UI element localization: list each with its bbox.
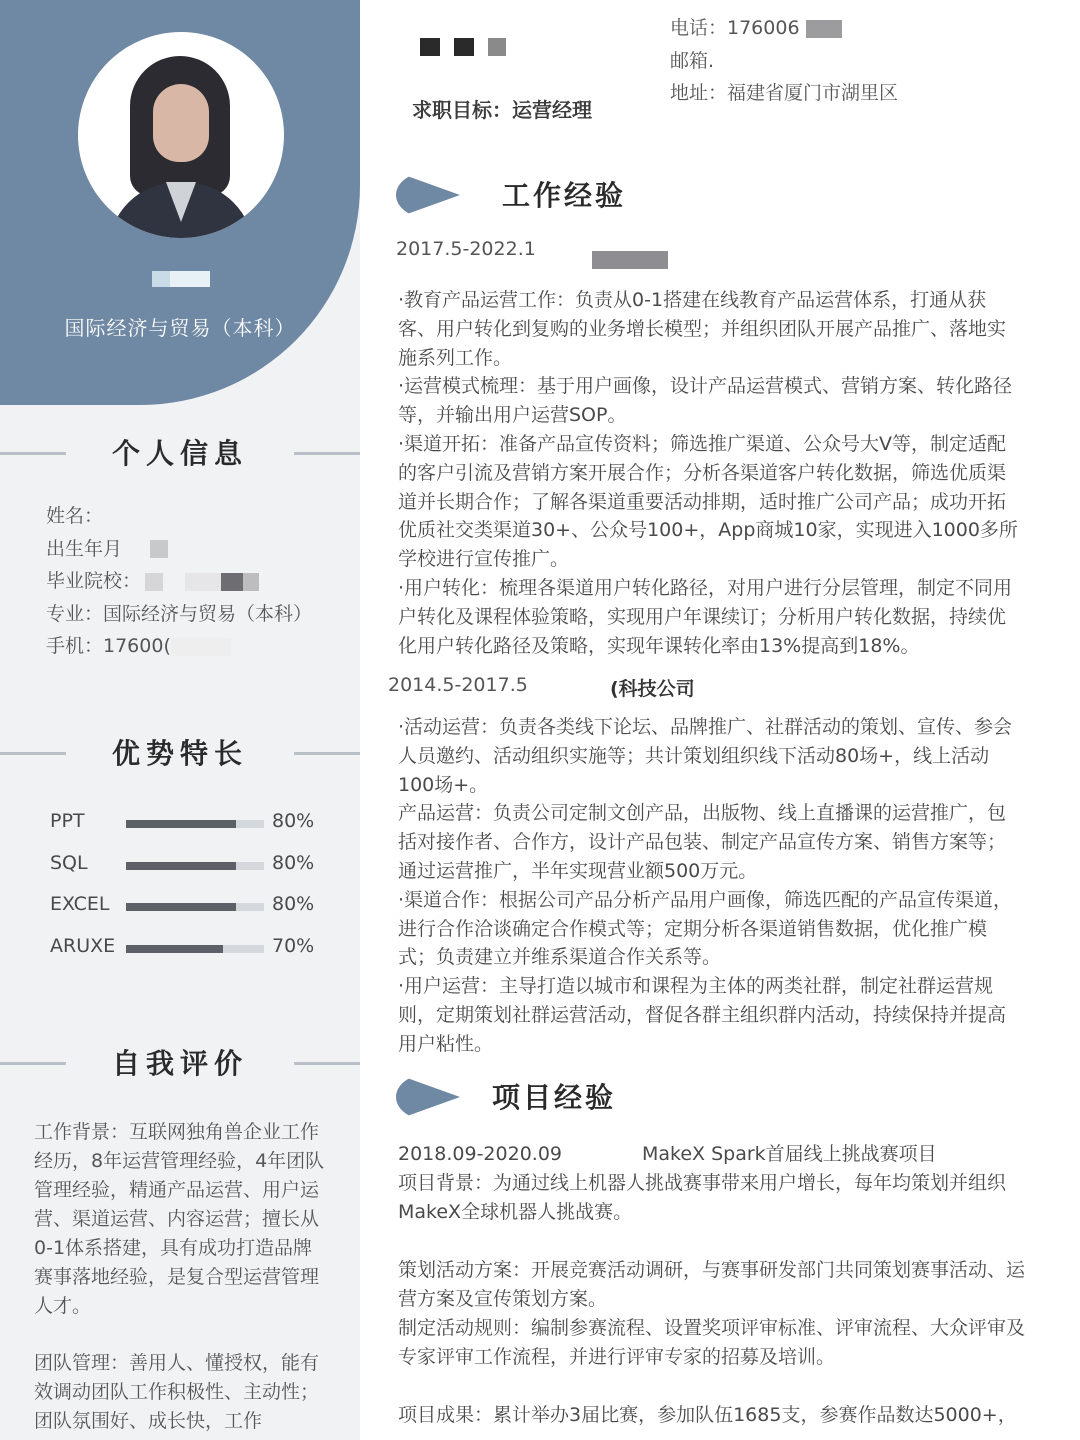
- contact-info: [670, 12, 898, 110]
- info-phone: 手机：17600(: [46, 630, 346, 663]
- self-eval-paragraph: 工作背景：互联网独角兽企业工作经历，8年运营管理经验，4年团队管理经验，精通产品运营、用户运营、渠道运营、内容运营；擅长从0-1体系搭建，具有成功打造品牌赛事落地经验，是复合型运营管理人才。: [34, 1121, 325, 1317]
- profile-header: [0, 0, 360, 405]
- major-hero: 国际经济与贸易（本科）: [64, 316, 296, 340]
- self-eval-heading: [0, 1042, 360, 1082]
- project-details: [398, 1140, 1028, 1430]
- info-birth: 出生年月: [46, 533, 346, 566]
- job-bullet: ·教育产品运营工作：负责从0-1搭建在线教育产品运营体系，打通从获客、用户转化到复购的业务增长模型；并组织团队开展产品推广、落地实施系列工作。: [398, 289, 1007, 369]
- skill-bar: [126, 862, 264, 870]
- contact-phone: 电话：176006: [670, 12, 898, 45]
- self-eval-title: 自我评价: [111, 1047, 248, 1080]
- skill-bar: [126, 945, 264, 953]
- skill-percent: 70%: [272, 934, 315, 957]
- section-drop-icon: [396, 1074, 460, 1120]
- skills-title: 优势特长: [111, 737, 248, 770]
- skill-bar: [126, 903, 264, 911]
- skill-item: [50, 933, 350, 975]
- skill-percent: 80%: [272, 851, 315, 874]
- job-period: 2014.5-2017.5: [388, 674, 528, 696]
- job-bullets: [398, 713, 1018, 1059]
- project-background: 项目背景：为通过线上机器人挑战赛事带来用户增长，每年均策划并组织MakeX全球机器人挑战赛。: [398, 1172, 1007, 1223]
- skill-bar-fill: [126, 903, 236, 911]
- skills-heading: [0, 732, 360, 772]
- job-bullet: ·运营模式梳理：基于用户画像，设计产品运营模式、营销方案、转化路径等，并输出用户运营SOP。: [398, 375, 1013, 427]
- contact-address: 地址：福建省厦门市湖里区: [670, 82, 899, 104]
- skill-percent: 80%: [272, 810, 315, 832]
- project-title: 项目经验: [492, 1081, 617, 1114]
- job-bullet: ·渠道开拓：准备产品宣传资料；筛选推广渠道、公众号大V等，制定适配的客户引流及营销方案开展合作；分析各渠道客户转化数据，筛选优质渠道并长期合作；了解各渠道重要活动排期，适时推广公司产品；成功开拓优质社交类渠道30+、公众号100+，App商城10家，实现进入1000多所学校进行宣传推广。: [398, 432, 1018, 571]
- project-period: 2018.09-2020.09: [398, 1143, 562, 1165]
- job-bullet: ·用户转化：梳理各渠道用户转化路径，对用户进行分层管理，制定不同用户转化及课程体验策略，实现用户年课续订；分析用户转化数据，持续优化用户转化路径及策略，实现年课转化率由13%提高到18%。: [398, 576, 1013, 657]
- project-plan: 策划活动方案：开展竞赛活动调研，与赛事研发部门共同策划赛事活动、运营方案及宣传策划方案。: [398, 1259, 1026, 1310]
- project-result: 项目成果：累计举办3届比赛，参加队伍1685支，参赛作品数达5000+，: [398, 1404, 1017, 1426]
- skill-percent: 80%: [272, 893, 315, 915]
- skill-name: EXCEL: [50, 893, 110, 915]
- project-name: MakeX Spark首届线上挑战赛项目: [642, 1143, 937, 1165]
- job-company: (科技公司: [610, 678, 695, 700]
- avatar-face: [153, 84, 209, 162]
- name-redacted: [152, 271, 210, 287]
- skill-name: PPT: [50, 810, 85, 832]
- job-bullet: ·活动运营：负责各类线下论坛、品牌推广、社群活动的策划、宣传、参会人员邀约、活动组织实施等；共计策划组织线下活动80场+，线上活动100场+。: [398, 716, 1013, 796]
- skill-item: [50, 850, 350, 892]
- name-redacted-blocks: [420, 38, 520, 60]
- project-header: [398, 1140, 1028, 1169]
- info-major: 专业：国际经济与贸易（本科）: [46, 602, 313, 625]
- section-drop-icon: [396, 172, 460, 218]
- company-redacted: [592, 249, 668, 269]
- sidebar: [0, 0, 360, 1440]
- skill-item: [50, 891, 350, 933]
- skill-bar: [126, 820, 264, 828]
- job-bullet: ·用户运营：主导打造以城市和课程为主体的两类社群，制定社群运营规则，定期策划社群运营活动，督促各群主组织群内活动，持续保持并提高用户粘性。: [398, 975, 1007, 1055]
- personal-info-heading: [0, 432, 360, 472]
- personal-info-list: [46, 500, 346, 663]
- job-bullet: ·渠道合作：根据公司产品分析产品用户画像，筛选匹配的产品宣传渠道，进行合作洽谈确定合作模式等；定期分析各渠道销售数据，优化推广模式；负责建立并维系渠道合作关系等。: [398, 888, 1013, 969]
- avatar: [78, 32, 284, 238]
- skill-name: ARUXE: [50, 934, 116, 957]
- work-title: 工作经验: [502, 179, 627, 212]
- skill-item: [50, 808, 350, 850]
- self-eval-text: [34, 1118, 326, 1440]
- skill-bar-fill: [126, 862, 236, 870]
- skills-list: [50, 808, 350, 974]
- info-school: 毕业院校：: [46, 565, 346, 598]
- job-period: 2017.5-2022.1: [396, 238, 536, 260]
- contact-email: 邮箱.: [670, 49, 715, 72]
- info-name: 姓名：: [46, 505, 104, 527]
- skill-bar-fill: [126, 945, 223, 953]
- main-content: [360, 0, 1080, 1440]
- project-rules: 制定活动规则：编制参赛流程、设置奖项评审标准、评审流程、大众评审及专家评审工作流程，并进行评审专家的招募及培训。: [398, 1317, 1026, 1368]
- job-bullet: 产品运营：负责公司定制文创产品，出版物、线上直播课的运营推广，包括对接作者、合作方，设计产品包装、制定产品宣传方案、销售方案等；通过运营推广，半年实现营业额500万元。: [398, 802, 1007, 882]
- skill-name: SQL: [50, 851, 88, 874]
- self-eval-paragraph: 团队管理：善用人、懂授权，能有效调动团队工作积极性、主动性；团队氛围好、成长快，工作: [34, 1352, 320, 1432]
- job-objective: 求职目标：运营经理: [412, 98, 592, 122]
- job-bullets: [398, 286, 1018, 660]
- skill-bar-fill: [126, 820, 236, 828]
- personal-info-title: 个人信息: [111, 437, 248, 470]
